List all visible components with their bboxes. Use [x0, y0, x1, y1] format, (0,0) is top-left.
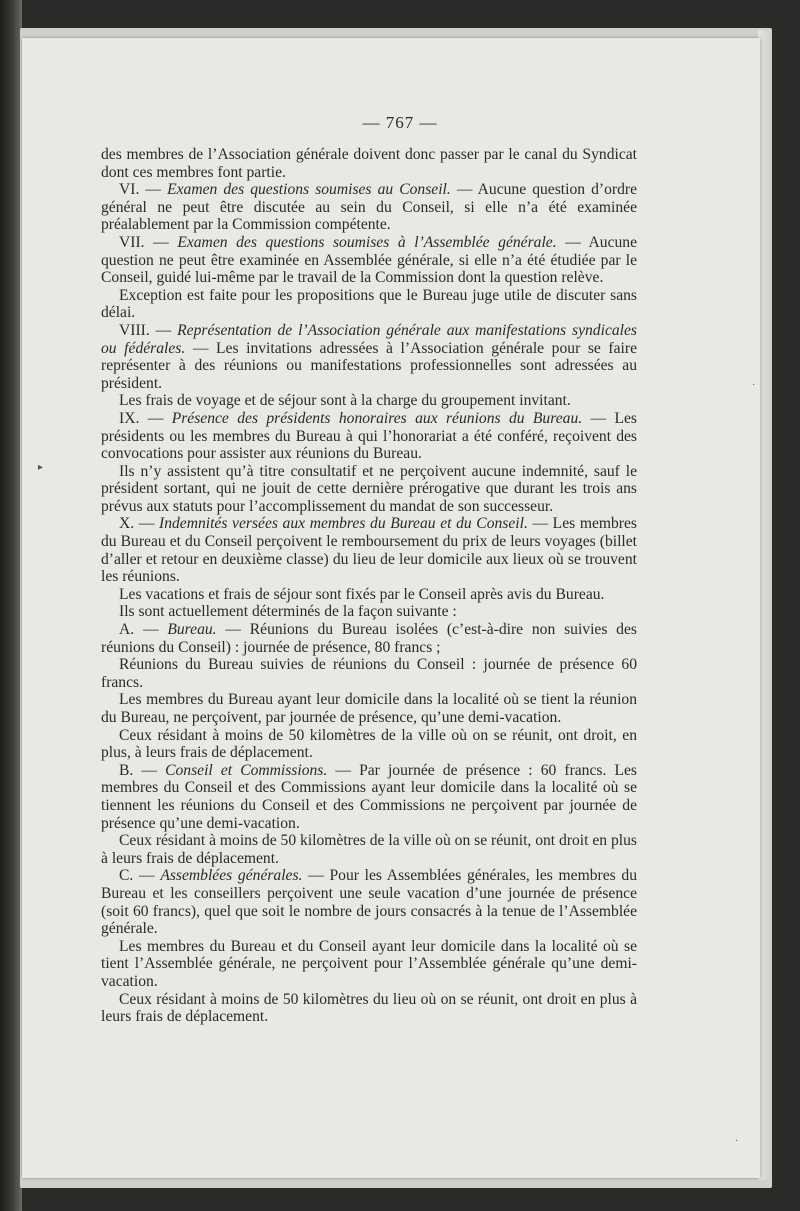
- paragraph: [101, 234, 637, 287]
- text-run: — Aucune question ne peut être examinée en Assemblée générale, si elle n’a été étudiée par le Conseil, guidé lui-même par le travail de la Commission dont la question relève.: [101, 233, 638, 287]
- text-run: — Pour les Assemblées générales, les membres du Bureau et les conseillers perçoivent une seule vacation d’une journée de présence (soit 60 francs), quel que soit le nombre de jours consacrés à la tenue de l’Assemblée générale.: [101, 867, 637, 938]
- text-run: VI. —: [119, 181, 168, 199]
- text-run: VII. —: [119, 233, 178, 251]
- text-run: Ils n’y assistent qu’à titre consultatif et ne perçoivent aucune indemnité, sauf le président sortant, qui ne jouit de cette dernière prérogative que durant les trois ans prévus aux statuts pour l’accomplissement du mandat de son successeur.: [101, 462, 637, 515]
- section-heading: Assemblées générales.: [160, 867, 303, 885]
- section-heading: Bureau.: [167, 621, 217, 639]
- text-run: VIII. —: [119, 321, 178, 339]
- section-heading: Présence des présidents honoraires aux réunions du Bureau.: [171, 409, 583, 427]
- text-run: Ils sont actuellement déterminés de la façon suivante :: [119, 603, 457, 621]
- margin-mark: ·: [752, 380, 756, 391]
- paragraph: [101, 181, 637, 234]
- section-heading: Examen des questions soumises à l’Assemblée générale.: [177, 233, 557, 251]
- paragraph: [101, 463, 637, 516]
- paragraph: [101, 832, 637, 867]
- margin-mark: ·: [735, 1136, 739, 1147]
- text-run: — Les présidents ou les membres du Bureau à qui l’honorariat a été conféré, reçoivent des convocations pour assister aux réunions du Bureau.: [101, 409, 637, 463]
- text-run: B. —: [119, 761, 166, 779]
- text-run: IX. —: [119, 409, 172, 427]
- text-run: Les vacations et frais de séjour sont fixés par le Conseil après avis du Bureau.: [119, 585, 605, 603]
- paragraph: [101, 762, 637, 832]
- text-run: Exception est faite pour les propositions que le Bureau juge utile de discuter sans délai.: [101, 286, 637, 322]
- book-binding-edge: [0, 0, 22, 1211]
- text-run: — Aucune question d’ordre général ne peut être discutée au sein du Conseil, si elle n’a été examinée préalablement par la Commission compétente.: [101, 181, 637, 234]
- paragraph: [101, 410, 637, 463]
- paragraph: [101, 656, 637, 691]
- text-run: Les membres du Bureau ayant leur domicile dans la localité où se tient la réunion du Bureau, ne perçoivent, par journée de présence, qu’une demi-vacation.: [101, 691, 637, 726]
- body-text: [101, 146, 637, 1026]
- paragraph: [101, 146, 637, 181]
- text-run: Réunions du Bureau suivies de réunions du Conseil : journée de présence 60 francs.: [101, 656, 637, 691]
- paragraph: [101, 621, 637, 656]
- text-run: X. —: [119, 515, 159, 533]
- section-heading: Examen des questions soumises au Conseil.: [167, 181, 451, 199]
- paragraph: [101, 586, 637, 604]
- text-run: des membres de l’Association générale doivent donc passer par le canal du Syndicat dont ces membres font partie.: [101, 146, 637, 181]
- page-number: — 767 —: [362, 113, 438, 132]
- paragraph: [101, 727, 637, 762]
- text-run: Ceux résidant à moins de 50 kilomètres du lieu où on se réunit, ont droit en plus à leurs frais de déplacement.: [101, 990, 637, 1026]
- text-run: Ceux résidant à moins de 50 kilomètres de la ville où on se réunit, ont droit, en plus, à leurs frais de déplacement.: [101, 726, 637, 762]
- paragraph: [101, 515, 637, 585]
- paragraph: [101, 691, 637, 726]
- text-run: — Par journée de présence : 60 francs. Les membres du Conseil et des Commissions ayant leur domicile dans la localité où se tiennent les réunions du Conseil et des Commissions ne perçoivent par journée de présence qu’une demi-vacation.: [101, 761, 637, 832]
- text-run: A. —: [119, 621, 168, 639]
- paragraph: [101, 991, 637, 1026]
- paragraph: [101, 392, 637, 410]
- section-heading: Indemnités versées aux membres du Bureau et du Conseil.: [159, 515, 528, 533]
- section-heading: Conseil et Commissions.: [165, 761, 328, 779]
- text-run: Les membres du Bureau et du Conseil ayant leur domicile dans la localité où se tient l’Assemblée générale, ne perçoivent pour l’Assemblée générale qu’une demi-vacation.: [101, 937, 637, 990]
- paragraph: [101, 867, 637, 937]
- paragraph: [101, 938, 637, 991]
- text-run: Les frais de voyage et de séjour sont à la charge du groupement invitant.: [119, 392, 571, 410]
- page-stack-edge: [758, 30, 772, 1180]
- section-heading: Représentation de l’Association générale aux manifestations syndicales ou fédérales.: [101, 321, 637, 357]
- text-run: — Les invitations adressées à l’Association générale pour se faire représenter à des réunions ou manifestations professionnelles sont adressées au président.: [101, 339, 637, 392]
- paragraph: [101, 287, 637, 322]
- paragraph: [101, 603, 637, 621]
- text-run: Ceux résidant à moins de 50 kilomètres de la ville où on se réunit, ont droit en plus à leurs frais de déplacement.: [101, 832, 637, 867]
- text-run: — Réunions du Bureau isolées (c’est-à-dire non suivies des réunions du Conseil) : journée de présence, 80 francs ;: [101, 621, 637, 656]
- margin-mark: ▸: [38, 462, 44, 473]
- text-run: C. —: [119, 867, 161, 885]
- paragraph: [101, 322, 637, 392]
- text-run: — Les membres du Bureau et du Conseil perçoivent le remboursement du prix de leurs voyages (billet d’aller et retour en deuxième classe) du lieu de leur domicile aux lieux où se trouvent les réunions.: [101, 515, 637, 586]
